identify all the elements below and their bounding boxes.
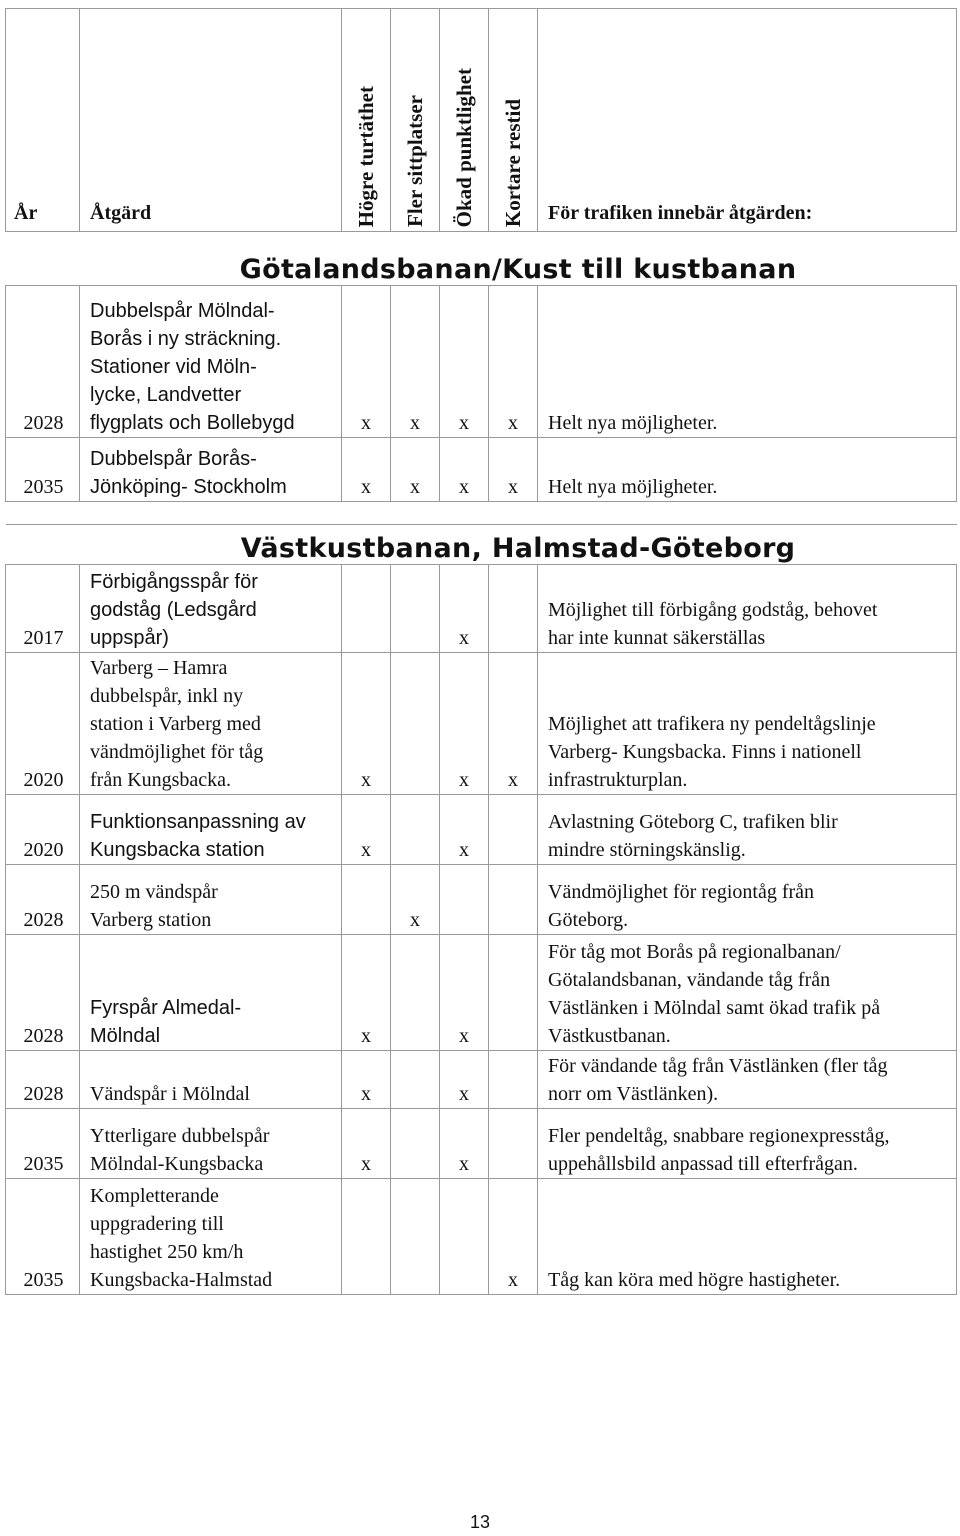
- action-cell: Dubbelspår Mölndal- Borås i ny sträckning. Stationer vid Möln- lycke, Landvetter flygplats och Bollebygd: [80, 286, 342, 438]
- mark-higher-frequency: [342, 565, 391, 653]
- year-cell: 2017: [6, 565, 80, 653]
- mark-punctuality: [440, 865, 489, 935]
- page-number: 13: [469, 1512, 491, 1532]
- mark-shorter-travel: [489, 565, 538, 653]
- mark-higher-frequency: [342, 865, 391, 935]
- table-row: [6, 935, 957, 1051]
- action-cell: Dubbelspår Borås- Jönköping- Stockholm: [80, 438, 342, 502]
- section-vastkustbanan: [6, 525, 957, 1295]
- action-cell: Funktionsanpassning av Kungsbacka station: [80, 795, 342, 865]
- mark-more-seats: [391, 935, 440, 1051]
- effect-cell: Helt nya möjligheter.: [538, 438, 957, 502]
- mark-punctuality: x: [440, 1109, 489, 1179]
- section-gotalandsbanan: [6, 232, 957, 502]
- mark-shorter-travel: [489, 795, 538, 865]
- year-cell: 2028: [6, 1051, 80, 1109]
- table-row: [6, 438, 957, 502]
- mark-more-seats: x: [391, 865, 440, 935]
- effect-cell: Helt nya möjligheter.: [538, 286, 957, 438]
- mark-punctuality: x: [440, 286, 489, 438]
- mark-punctuality: x: [440, 438, 489, 502]
- header-year: År: [6, 9, 80, 232]
- table-row: [6, 865, 957, 935]
- mark-shorter-travel: x: [489, 286, 538, 438]
- header-action: Åtgärd: [80, 9, 342, 232]
- mark-more-seats: [391, 653, 440, 795]
- table-row: [6, 286, 957, 438]
- mark-higher-frequency: x: [342, 438, 391, 502]
- mark-shorter-travel: [489, 1051, 538, 1109]
- mark-punctuality: [440, 1179, 489, 1295]
- section-title-row: [6, 232, 957, 286]
- year-cell: 2028: [6, 865, 80, 935]
- mark-higher-frequency: x: [342, 1051, 391, 1109]
- mark-higher-frequency: x: [342, 653, 391, 795]
- table-row: [6, 653, 957, 795]
- mark-more-seats: [391, 1051, 440, 1109]
- section-title-spacer: [6, 232, 80, 286]
- year-cell: 2020: [6, 795, 80, 865]
- action-cell: Varberg – Hamra dubbelspår, inkl ny station i Varberg med vändmöjlighet för tåg från Kungsbacka.: [80, 653, 342, 795]
- header-punctuality: [440, 9, 489, 232]
- measures-table: [5, 8, 957, 1295]
- mark-more-seats: [391, 565, 440, 653]
- mark-shorter-travel: x: [489, 653, 538, 795]
- mark-more-seats: [391, 795, 440, 865]
- table-header-row: [6, 9, 957, 232]
- section-title: Götalandsbanan/Kust till kustbanan: [80, 232, 957, 286]
- year-cell: 2035: [6, 1109, 80, 1179]
- header-shorter-travel-label: Kortare restid: [501, 98, 525, 227]
- year-cell: 2020: [6, 653, 80, 795]
- mark-shorter-travel: [489, 865, 538, 935]
- action-cell: Fyrspår Almedal- Mölndal: [80, 935, 342, 1051]
- effect-cell: Möjlighet till förbigång godståg, behovet har inte kunnat säkerställas: [538, 565, 957, 653]
- mark-higher-frequency: x: [342, 286, 391, 438]
- table-row: [6, 1179, 957, 1295]
- action-cell: Kompletterande uppgradering till hastighet 250 km/h Kungsbacka-Halmstad: [80, 1179, 342, 1295]
- mark-more-seats: x: [391, 286, 440, 438]
- mark-shorter-travel: x: [489, 1179, 538, 1295]
- action-cell: 250 m vändspår Varberg station: [80, 865, 342, 935]
- header-more-seats: [391, 9, 440, 232]
- effect-cell: För tåg mot Borås på regionalbanan/ Götalandsbanan, vändande tåg från Västlänken i Mölndal samt ökad trafik på Västkustbanan.: [538, 935, 957, 1051]
- year-cell: 2035: [6, 1179, 80, 1295]
- year-cell: 2028: [6, 935, 80, 1051]
- effect-cell: Vändmöjlighet för regiontåg från Göteborg.: [538, 865, 957, 935]
- table-row: [6, 565, 957, 653]
- mark-higher-frequency: [342, 1179, 391, 1295]
- year-cell: 2035: [6, 438, 80, 502]
- table-row: [6, 795, 957, 865]
- table-row: [6, 1051, 957, 1109]
- action-cell: Vändspår i Mölndal: [80, 1051, 342, 1109]
- header-higher-frequency-label: Högre turtäthet: [354, 85, 378, 227]
- section-gap: [6, 502, 957, 525]
- header-higher-frequency: [342, 9, 391, 232]
- section-title: Västkustbanan, Halmstad-Göteborg: [80, 525, 957, 565]
- mark-shorter-travel: [489, 1109, 538, 1179]
- mark-punctuality: x: [440, 565, 489, 653]
- effect-cell: Avlastning Göteborg C, trafiken blir mindre störningskänslig.: [538, 795, 957, 865]
- gap-cell: [6, 502, 957, 525]
- mark-shorter-travel: [489, 935, 538, 1051]
- mark-higher-frequency: x: [342, 795, 391, 865]
- section-title-spacer: [6, 525, 80, 565]
- mark-higher-frequency: x: [342, 935, 391, 1051]
- action-cell: Ytterligare dubbelspår Mölndal-Kungsbacka: [80, 1109, 342, 1179]
- mark-more-seats: [391, 1179, 440, 1295]
- effect-cell: Tåg kan köra med högre hastigheter.: [538, 1179, 957, 1295]
- mark-more-seats: [391, 1109, 440, 1179]
- header-shorter-travel: [489, 9, 538, 232]
- header-effect: För trafiken innebär åtgärden:: [538, 9, 957, 232]
- year-cell: 2028: [6, 286, 80, 438]
- section-title-row: [6, 525, 957, 565]
- mark-punctuality: x: [440, 795, 489, 865]
- effect-cell: Fler pendeltåg, snabbare regionexpresståg, uppehållsbild anpassad till efterfrågan.: [538, 1109, 957, 1179]
- mark-punctuality: x: [440, 653, 489, 795]
- effect-cell: Möjlighet att trafikera ny pendeltågslinje Varberg- Kungsbacka. Finns i nationell infrastrukturplan.: [538, 653, 957, 795]
- mark-punctuality: x: [440, 1051, 489, 1109]
- table-row: [6, 1109, 957, 1179]
- action-cell: Förbigångsspår för godståg (Ledsgård uppspår): [80, 565, 342, 653]
- header-punctuality-label: Ökad punktlighet: [452, 67, 476, 227]
- mark-higher-frequency: x: [342, 1109, 391, 1179]
- mark-punctuality: x: [440, 935, 489, 1051]
- mark-more-seats: x: [391, 438, 440, 502]
- header-more-seats-label: Fler sittplatser: [403, 95, 427, 227]
- effect-cell: För vändande tåg från Västlänken (fler tåg norr om Västlänken).: [538, 1051, 957, 1109]
- mark-shorter-travel: x: [489, 438, 538, 502]
